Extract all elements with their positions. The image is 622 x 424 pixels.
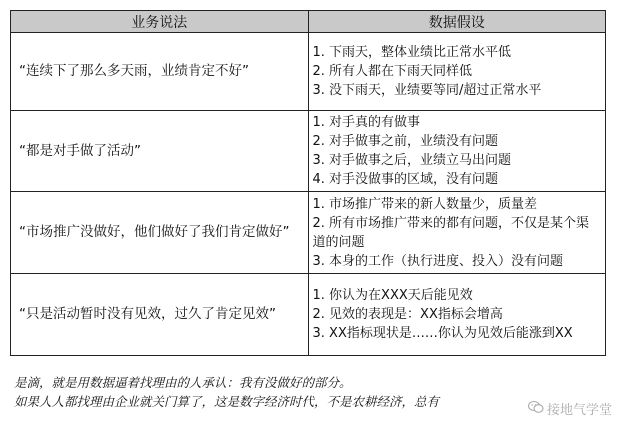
claim-cell: “只是活动暂时没有见效，过久了肯定见效”	[11, 274, 309, 356]
comparison-table	[10, 10, 606, 356]
footer-line-2: 如果人人都找理由企业就关门算了，这是数字经济时代，不是农耕经济，总有	[14, 394, 440, 409]
assumption-item: 2. 见效的表现是：XX指标会增高	[312, 307, 503, 322]
assumption-item: 3. 对手做事之后，业绩立马出问题	[312, 153, 512, 168]
claim-cell: “都是对手做了活动”	[11, 111, 309, 192]
wechat-icon	[528, 400, 547, 418]
table-row	[11, 274, 606, 356]
assumption-item: 1. 对手真的有做事	[312, 115, 421, 130]
assumption-cell	[308, 192, 606, 274]
claim-cell: “连续下了那么多天雨，业绩肯定不好”	[11, 33, 309, 111]
assumption-item: 3. 本身的工作（执行进度、投入）没有问题	[312, 253, 564, 269]
table-row	[11, 192, 606, 274]
assumption-item: 4. 对手没做事的区域，没有问题	[312, 172, 499, 187]
footer-note	[14, 373, 614, 411]
assumption-cell	[308, 274, 606, 356]
assumption-item: 1. 市场推广带来的新人数量少，质量差	[312, 196, 538, 212]
assumption-item: 2. 所有市场推广带来的都有问题，不仅是某个渠道的问题	[312, 215, 590, 250]
assumption-cell	[308, 33, 606, 111]
assumption-item: 1. 你认为在XXX天后能见效	[312, 288, 473, 303]
footer-line-1: 是滴，就是用数据逼着找理由的人承认：我有没做好的部分。	[14, 375, 352, 390]
assumption-item: 2. 对手做事之前，业绩没有问题	[312, 134, 499, 149]
table-row	[11, 111, 606, 192]
header-data-assumption: 数据假设	[308, 11, 606, 33]
table-header-row	[11, 11, 606, 33]
watermark	[526, 399, 614, 418]
watermark-text: 接地气学堂	[546, 403, 612, 418]
table-row	[11, 33, 606, 111]
comparison-table-container	[10, 10, 606, 356]
assumption-cell	[308, 111, 606, 192]
assumption-item: 2. 所有人都在下雨天同样低	[312, 64, 473, 79]
header-business-claim: 业务说法	[11, 11, 309, 33]
assumption-item: 1. 下雨天，整体业绩比正常水平低	[312, 45, 512, 60]
assumption-item: 3. XX指标现状是……你认为见效后能涨到XX	[312, 326, 573, 341]
assumption-item: 3. 没下雨天，业绩要等同/超过正常水平	[312, 83, 542, 98]
claim-cell: “市场推广没做好，他们做好了我们肯定做好”	[11, 192, 309, 274]
